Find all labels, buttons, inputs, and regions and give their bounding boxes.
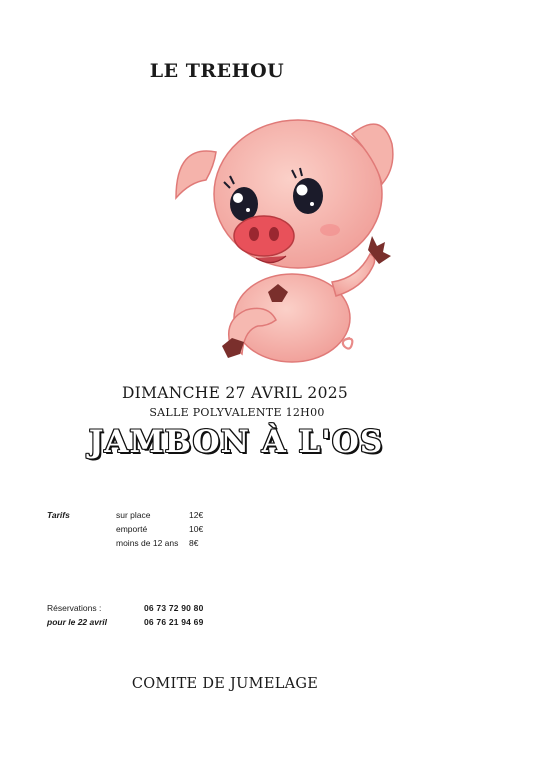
- tarif-row-label: emporté: [116, 524, 148, 534]
- tarif-row-price: 10€: [189, 524, 204, 534]
- organizer-footer: COMITE DE JUMELAGE: [131, 676, 319, 692]
- reservations-label: Réservations :: [47, 603, 102, 613]
- phone-number: 06 76 21 94 69: [144, 617, 204, 627]
- tarif-row-price: 12€: [189, 510, 204, 520]
- village-title: LE TREHOU: [149, 60, 285, 82]
- event-venue: SALLE POLYVALENTE 12H00: [149, 406, 325, 419]
- tarifs-label: Tarifs: [47, 510, 70, 520]
- tarif-row-price: 8€: [189, 538, 199, 548]
- reservations-deadline: pour le 22 avril: [47, 617, 107, 627]
- tarif-row-label: sur place: [116, 510, 151, 520]
- tarif-row-label: moins de 12 ans: [116, 538, 179, 548]
- pig-icon: [172, 112, 412, 374]
- event-date: DIMANCHE 27 AVRIL 2025: [121, 384, 349, 402]
- phone-number: 06 73 72 90 80: [144, 603, 204, 613]
- event-title: JAMBON À L'OS: [88, 424, 384, 460]
